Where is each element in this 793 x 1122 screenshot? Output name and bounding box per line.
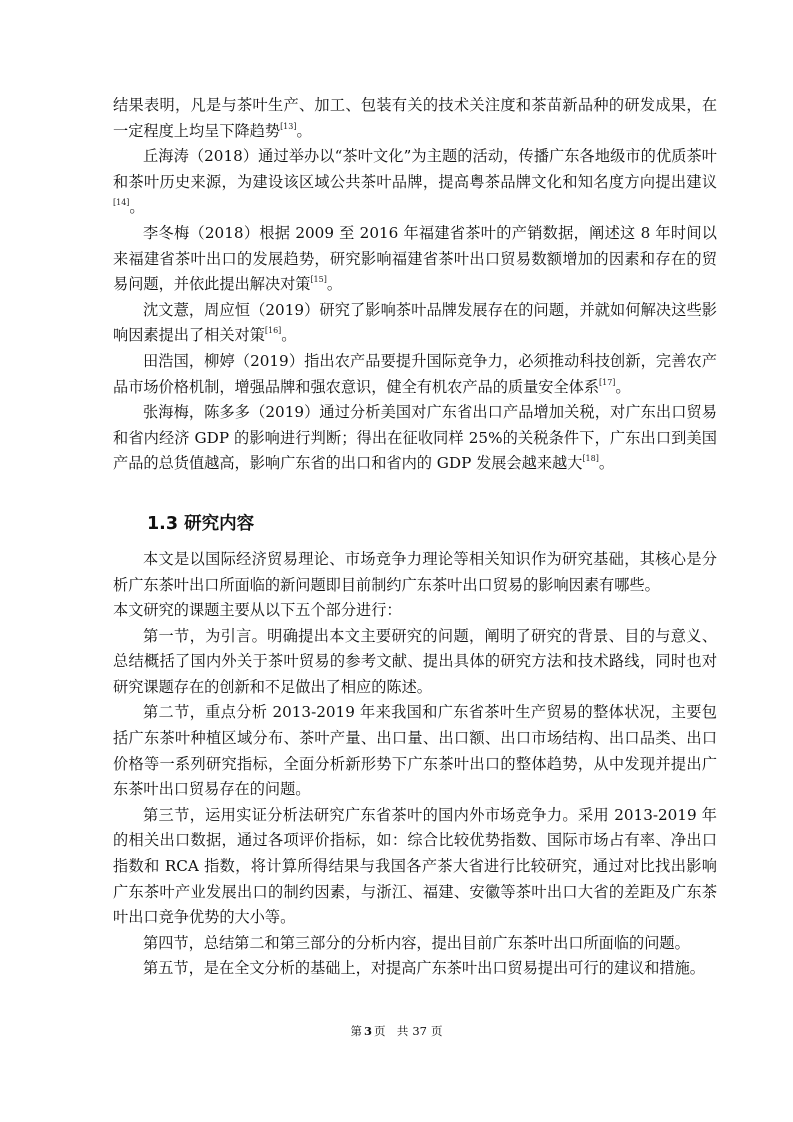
section-heading: 1.3 研究内容 (147, 513, 255, 534)
citation: [18] (582, 454, 599, 464)
paragraph: 张海梅，陈多多（2019）通过分析美国对广东省出口产品增加关税，对广东出口贸易和省内经济 GDP 的影响进行判断；得出在征收同样 25%的关税条件下，广东出口到美国产品的总货值越高，影响广东省的出口和省内的 GDP 发展会越来越大[18]。 (113, 403, 717, 473)
paragraph: 李冬梅（2018）根据 2009 至 2016 年福建省茶叶的产销数据，阐述这 8 年时间以来福建省茶叶出口的发展趋势，研究影响福建省茶叶出口贸易数额增加的因素和存在的贸易问题，并依此提出解决对策[15]。 (113, 223, 717, 294)
paragraph: 本文研究的课题主要从以下五个部分进行： (113, 601, 402, 620)
paragraph: 第四节，总结第二和第三部分的分析内容，提出目前广东茶叶出口所面临的问题。 (143, 933, 690, 952)
paragraph: 第三节，运用实证分析法研究广东省茶叶的国内外市场竞争力。采用 2013-2019 年的相关出口数据，通过各项评价指标，如：综合比较优势指数、国际市场占有率、净出口指数和 RCA 指数，将计算所得结果与我国各产茶大省进行比较研究，通过对比找出影响广东茶叶产业发展出口的制约因素，与浙江、福建、安徽等茶叶出口大省的差距及广东茶叶出口竞争优势的大小等。 (113, 805, 717, 927)
paragraph: 田浩国，柳婷（2019）指出农产品要提升国际竞争力，必须推动科技创新，完善农产品市场价格机制，增强品牌和强农意识，健全有机农产品的质量安全体系[17]。 (113, 351, 717, 396)
body-paragraphs-top (113, 93, 717, 477)
total-pages: 37 (412, 1024, 427, 1038)
body-paragraphs-bottom (113, 547, 717, 982)
page-footer: 第 3 页 共 37 页 (350, 1024, 443, 1038)
page-body (113, 93, 717, 982)
paragraph: 第二节，重点分析 2013-2019 年来我国和广东省茶叶生产贸易的整体状况，主要包括广东茶叶种植区域分布、茶叶产量、出口量、出口额、出口市场结构、出口品类、出口价格等一系列研究指标，全面分析新形势下广东茶叶出口的整体趋势，从中发现并提出广东茶叶出口贸易存在的问题。 (113, 703, 717, 799)
citation: [14] (113, 198, 130, 208)
citation: [15] (310, 275, 327, 285)
paragraph: 第五节，是在全文分析的基础上，对提高广东茶叶出口贸易提出可行的建议和措施。 (143, 959, 705, 978)
paragraph: 结果表明，凡是与茶叶生产、加工、包装有关的技术关注度和茶苗新品种的研发成果，在一定程度上均呈下降趋势[13]。 (113, 96, 717, 140)
citation: [17] (599, 377, 616, 387)
paragraph: 沈文薏，周应恒（2019）研究了影响茶叶品牌发展存在的问题，并就如何解决这些影响因素提出了相关对策[16]。 (113, 300, 717, 345)
paragraph: 本文是以国际经济贸易理论、市场竞争力理论等相关知识作为研究基础，其核心是分析广东茶叶出口所面临的新问题即目前制约广东茶叶出口贸易的影响因素有哪些。 (113, 549, 717, 594)
citation: [16] (264, 326, 282, 336)
citation: [13] (280, 121, 297, 131)
paragraph: 第一节，为引言。明确提出本文主要研究的问题，阐明了研究的背景、目的与意义、总结概括了国内外关于茶叶贸易的参考文献、提出具体的研究方法和技术路线，同时也对研究课题存在的创新和不足做出了相应的陈述。 (113, 626, 717, 696)
page-number: 3 (364, 1024, 373, 1038)
paragraph: 丘海涛（2018）通过举办以“茶叶文化”为主题的活动，传播广东各地级市的优质茶叶和茶叶历史来源，为建设该区域公共茶叶品牌，提高粤茶品牌文化和知名度方向提出建议[14]。 (113, 147, 717, 217)
